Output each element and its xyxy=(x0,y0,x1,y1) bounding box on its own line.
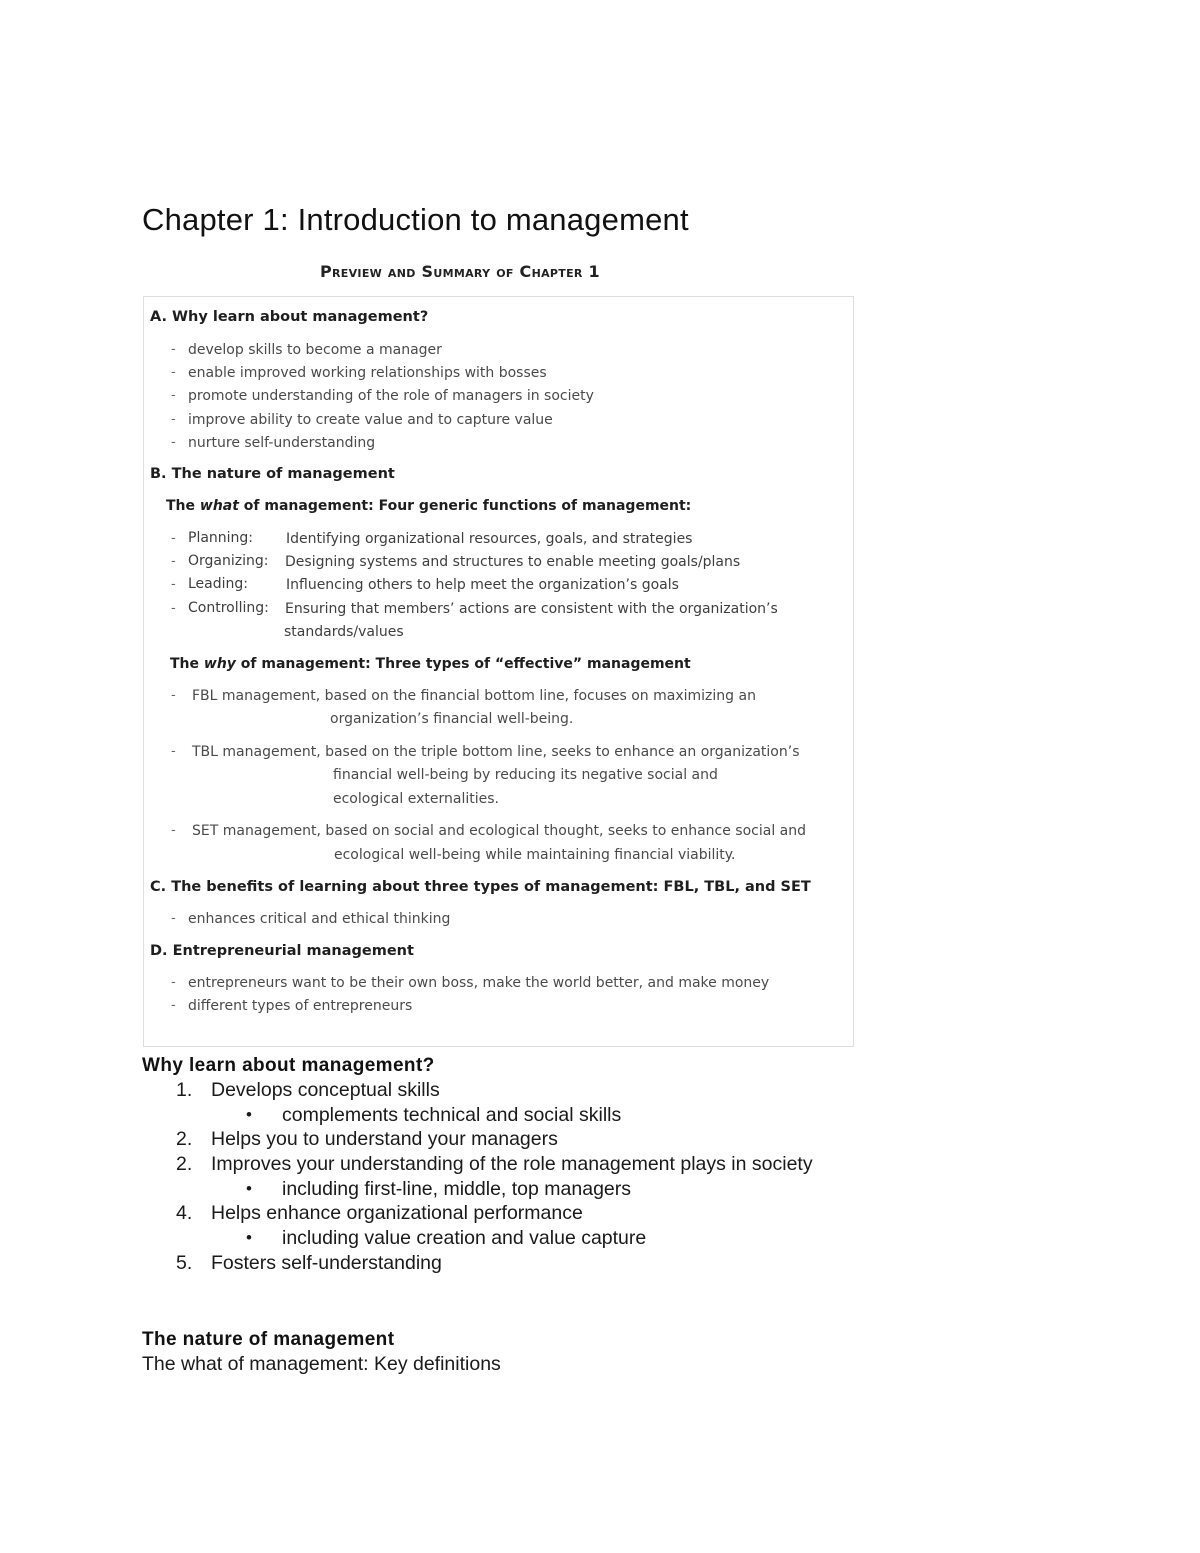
nature-line: The what of management: Key definitions xyxy=(142,1352,501,1375)
list-number: 1. xyxy=(176,1079,193,1101)
dash: - xyxy=(171,688,176,703)
dash: - xyxy=(171,365,176,380)
why-heading xyxy=(170,655,691,673)
list-number: 4. xyxy=(176,1202,193,1225)
type-line: organization’s financial well-being. xyxy=(330,711,574,727)
list-text: Helps enhance organizational performance xyxy=(211,1202,583,1225)
sub-list-text: complements technical and social skills xyxy=(282,1103,622,1126)
section-c-heading: C. The benefits of learning about three types of management: FBL, TBL, and SET xyxy=(150,879,811,895)
list-item xyxy=(142,1152,1042,1177)
section-a-heading: A. Why learn about management? xyxy=(150,309,429,325)
section-a-item: improve ability to create value and to capture value xyxy=(188,412,553,428)
page-title: Chapter 1: Introduction to management xyxy=(142,202,689,237)
section-b-heading: B. The nature of management xyxy=(150,466,395,482)
function-desc: Identifying organizational resources, goals, and strategies xyxy=(286,531,693,547)
function-desc: Designing systems and structures to enable meeting goals/plans xyxy=(285,554,741,570)
nature-heading: The nature of management xyxy=(142,1328,395,1350)
dash: - xyxy=(171,911,176,926)
function-desc: Ensuring that members’ actions are consistent with the organization’s xyxy=(285,601,778,617)
dash: - xyxy=(171,823,176,838)
why-heading-pre: The xyxy=(170,656,204,672)
list-item xyxy=(142,1251,1042,1276)
type-line: SET management, based on social and ecological thought, seeks to enhance social and xyxy=(192,823,806,839)
sub-list-item xyxy=(142,1177,1042,1202)
sub-list-text: including value creation and value capture xyxy=(282,1227,647,1250)
list-number: 5. xyxy=(176,1251,193,1274)
type-line: ecological well-being while maintaining financial viability. xyxy=(334,847,736,863)
type-line: FBL management, based on the financial bottom line, focuses on maximizing an xyxy=(192,688,756,704)
sub-list-text: including first-line, middle, top managers xyxy=(282,1177,632,1200)
section-a-item: develop skills to become a manager xyxy=(188,342,442,358)
list-item xyxy=(142,1127,1042,1152)
function-term: Controlling: xyxy=(188,600,269,616)
dash: - xyxy=(171,435,176,450)
list-item xyxy=(142,1078,1042,1103)
preview-heading: Preview and Summary of Chapter 1 xyxy=(320,262,600,281)
dash: - xyxy=(171,975,176,990)
sub-list-item xyxy=(142,1226,1042,1251)
list-item xyxy=(142,1201,1042,1226)
list-text: Fosters self-understanding xyxy=(211,1251,442,1274)
what-heading-em: what xyxy=(199,498,239,514)
section-d-item: entrepreneurs want to be their own boss, make the world better, and make money xyxy=(188,975,770,991)
what-heading-pre: The xyxy=(166,498,200,514)
dash: - xyxy=(171,577,176,592)
section-c-item: enhances critical and ethical thinking xyxy=(188,911,451,927)
preview-summary-box xyxy=(143,296,854,1047)
list-text: Develops conceptual skills xyxy=(211,1079,440,1101)
why-heading-em: why xyxy=(203,656,236,672)
list-number: 2. xyxy=(176,1128,193,1151)
function-term: Planning: xyxy=(188,530,254,546)
bullet: • xyxy=(246,1228,252,1248)
dash: - xyxy=(171,342,176,357)
section-a-item: enable improved working relationships with bosses xyxy=(188,365,547,381)
dash: - xyxy=(171,554,176,569)
type-line: ecological externalities. xyxy=(333,791,499,807)
bullet: • xyxy=(246,1104,252,1124)
sub-list-item xyxy=(142,1103,1042,1128)
section-a-item: promote understanding of the role of managers in society xyxy=(188,388,594,404)
what-heading xyxy=(166,497,691,515)
function-term: Leading: xyxy=(188,576,248,592)
bullet: • xyxy=(246,1178,252,1198)
type-line: financial well-being by reducing its negative social and xyxy=(333,767,718,783)
section-a-item: nurture self-understanding xyxy=(188,435,376,451)
type-line: TBL management, based on the triple bottom line, seeks to enhance an organization’s xyxy=(192,744,800,760)
notes-section xyxy=(142,1053,1042,1377)
dash: - xyxy=(171,744,176,759)
function-desc-cont: standards/values xyxy=(284,624,404,640)
dash: - xyxy=(171,388,176,403)
dash: - xyxy=(171,998,176,1013)
list-number: 2. xyxy=(176,1153,193,1176)
dash: - xyxy=(171,601,176,616)
section-d-heading: D. Entrepreneurial management xyxy=(150,943,414,959)
section-d-item: different types of entrepreneurs xyxy=(188,998,413,1014)
why-heading-post: of management: Three types of “effective” management xyxy=(235,656,691,672)
what-heading-post: of management: Four generic functions of management: xyxy=(238,498,692,514)
list-text: Helps you to understand your managers xyxy=(211,1128,558,1151)
dash: - xyxy=(171,412,176,427)
function-desc: Influencing others to help meet the organization’s goals xyxy=(286,577,679,593)
list-text: Improves your understanding of the role management plays in society xyxy=(211,1153,813,1176)
dash: - xyxy=(171,531,176,546)
why-learn-heading: Why learn about management? xyxy=(142,1055,435,1076)
function-term: Organizing: xyxy=(188,553,269,569)
